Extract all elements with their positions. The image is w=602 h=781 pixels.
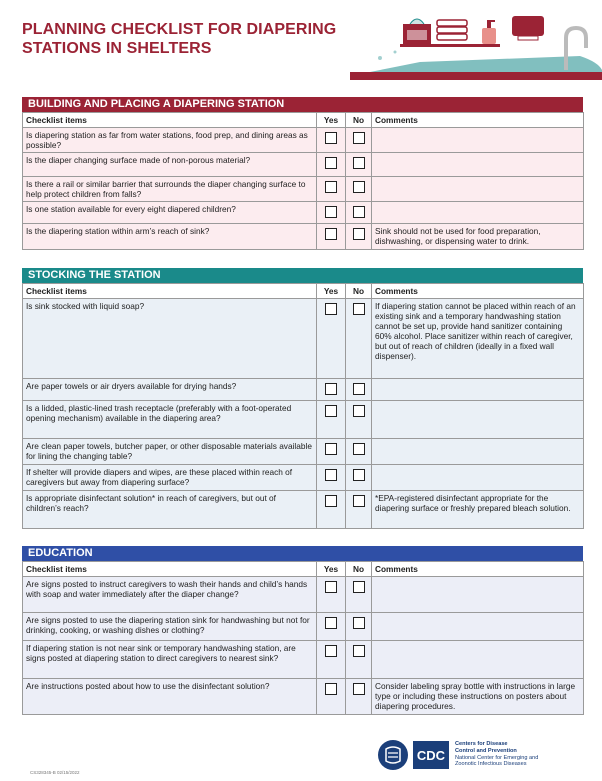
col-header-items: Checklist items (23, 562, 317, 577)
table-row (23, 379, 584, 401)
towel-dispenser-icon (512, 16, 544, 36)
no-checkbox[interactable] (353, 132, 365, 144)
table-row (23, 224, 584, 250)
checklist-item: Is appropriate disinfectant solution* in reach of caregivers, but out of children’s reach? (23, 491, 317, 529)
table-row (23, 613, 584, 641)
comment-cell[interactable] (372, 641, 584, 679)
yes-checkbox[interactable] (325, 443, 337, 455)
comment-cell[interactable] (372, 613, 584, 641)
agency-line-3: National Center for Emerging and (455, 754, 539, 761)
checklist-table (22, 112, 584, 250)
agency-name (455, 741, 595, 768)
col-header-comments: Comments (372, 562, 584, 577)
comment-cell[interactable]: Consider labeling spray bottle with instructions in large type or including these instructions on posters about diapering procedures. (372, 679, 584, 715)
checklist-item: Is there a rail or similar barrier that surrounds the diaper changing surface to help protect children from falls? (23, 177, 317, 202)
no-checkbox[interactable] (353, 181, 365, 193)
checklist-item: Is the diapering station within arm’s reach of sink? (23, 224, 317, 250)
soap-pump-icon (482, 28, 496, 44)
yes-checkbox[interactable] (325, 617, 337, 629)
yes-checkbox[interactable] (325, 405, 337, 417)
no-checkbox[interactable] (353, 581, 365, 593)
col-header-no: No (346, 113, 372, 128)
checklist-item: If diapering station is not near sink or temporary handwashing station, are signs posted at diapering station to direct caregivers to nearest sink? (23, 641, 317, 679)
agency-line-2: Control and Prevention (455, 747, 517, 754)
col-header-yes: Yes (317, 562, 346, 577)
table-row (23, 491, 584, 529)
table-row (23, 401, 584, 439)
yes-checkbox[interactable] (325, 303, 337, 315)
table-row (23, 177, 584, 202)
no-checkbox[interactable] (353, 383, 365, 395)
comment-cell[interactable] (372, 128, 584, 153)
checklist-item: Are signs posted to use the diapering station sink for handwashing but not for drinking, cooking, or washing dishes or clothing? (23, 613, 317, 641)
checklist-item: If shelter will provide diapers and wipes, are these placed within reach of caregivers but away from diapering surface? (23, 465, 317, 491)
yes-checkbox[interactable] (325, 581, 337, 593)
no-checkbox[interactable] (353, 443, 365, 455)
agency-line-1: Centers for Disease (455, 741, 508, 747)
section-education (22, 546, 583, 715)
col-header-no: No (346, 284, 372, 299)
yes-checkbox[interactable] (325, 157, 337, 169)
checklist-table (22, 561, 584, 715)
no-checkbox[interactable] (353, 157, 365, 169)
cdc-logo[interactable] (377, 735, 452, 775)
page-title: PLANNING CHECKLIST FOR DIAPERING STATIONS IN SHELTERS (22, 21, 337, 57)
yes-checkbox[interactable] (325, 181, 337, 193)
section-title: BUILDING AND PLACING A DIAPERING STATION (22, 97, 583, 112)
hhs-seal-icon (378, 740, 408, 770)
checklist-item: Is the diaper changing surface made of non-porous material? (23, 153, 317, 177)
checklist-table (22, 283, 584, 529)
col-header-comments: Comments (372, 284, 584, 299)
comment-cell[interactable] (372, 153, 584, 177)
table-header-row (23, 562, 584, 577)
comment-cell[interactable] (372, 177, 584, 202)
yes-checkbox[interactable] (325, 645, 337, 657)
no-checkbox[interactable] (353, 303, 365, 315)
yes-checkbox[interactable] (325, 469, 337, 481)
no-checkbox[interactable] (353, 617, 365, 629)
table-row (23, 202, 584, 224)
agency-line-4: Zoonotic Infectious Diseases (455, 761, 527, 768)
document-code: CS328345-B 02/15/2022 (30, 770, 80, 775)
table-row (23, 128, 584, 153)
comment-cell[interactable] (372, 401, 584, 439)
table-row (23, 641, 584, 679)
no-checkbox[interactable] (353, 645, 365, 657)
no-checkbox[interactable] (353, 683, 365, 695)
yes-checkbox[interactable] (325, 132, 337, 144)
checklist-item: Is one station available for every eight diapered children? (23, 202, 317, 224)
yes-checkbox[interactable] (325, 495, 337, 507)
section-building-placing (22, 97, 583, 250)
yes-checkbox[interactable] (325, 383, 337, 395)
comment-cell[interactable] (372, 202, 584, 224)
checklist-item: Is a lidded, plastic-lined trash receptacle (preferably with a foot-operated opening mechanism) available in the diapering area? (23, 401, 317, 439)
comment-cell[interactable]: If diapering station cannot be placed within reach of an existing sink and a temporary handwashing station cannot be set up, provide hand sanitizer containing 60% alcohol. Place sanitizer within reach of caregiver, but out of reach of children (ideally in a fixed wall dispenser). (372, 299, 584, 379)
col-header-comments: Comments (372, 113, 584, 128)
comment-cell[interactable] (372, 439, 584, 465)
table-row (23, 299, 584, 379)
table-row (23, 577, 584, 613)
checklist-item: Are instructions posted about how to use the disinfectant solution? (23, 679, 317, 715)
col-header-items: Checklist items (23, 284, 317, 299)
comment-cell[interactable]: Sink should not be used for food preparation, dishwashing, or dispensing water to drink. (372, 224, 584, 250)
towels-icon (437, 20, 467, 26)
no-checkbox[interactable] (353, 206, 365, 218)
section-title: STOCKING THE STATION (22, 268, 583, 283)
checklist-item: Are clean paper towels, butcher paper, or other disposable materials available for lining the changing table? (23, 439, 317, 465)
checklist-item: Is sink stocked with liquid soap? (23, 299, 317, 379)
checklist-item: Is diapering station as far from water stations, food prep, and dining areas as possible? (23, 128, 317, 153)
col-header-yes: Yes (317, 284, 346, 299)
checklist-item: Are paper towels or air dryers available for drying hands? (23, 379, 317, 401)
section-stocking (22, 268, 583, 529)
comment-cell[interactable] (372, 577, 584, 613)
table-header-row (23, 113, 584, 128)
no-checkbox[interactable] (353, 469, 365, 481)
no-checkbox[interactable] (353, 495, 365, 507)
table-row (23, 679, 584, 715)
no-checkbox[interactable] (353, 405, 365, 417)
yes-checkbox[interactable] (325, 228, 337, 240)
no-checkbox[interactable] (353, 228, 365, 240)
table-row (23, 153, 584, 177)
header-bottom-band (350, 72, 602, 80)
header-illustration (340, 0, 602, 88)
table-row (23, 465, 584, 491)
yes-checkbox[interactable] (325, 206, 337, 218)
table-row (23, 439, 584, 465)
shelf (400, 44, 500, 47)
yes-checkbox[interactable] (325, 683, 337, 695)
table-header-row (23, 284, 584, 299)
logo-text: CDC (416, 748, 446, 763)
comment-cell[interactable] (372, 465, 584, 491)
comment-cell[interactable]: *EPA-registered disinfectant appropriate for the diapering surface or freshly prepared bleach solution. (372, 491, 584, 529)
section-title: EDUCATION (22, 546, 583, 561)
checklist-item: Are signs posted to instruct caregivers to wash their hands and child’s hands with soap and water immediately after the diaper change? (23, 577, 317, 613)
col-header-no: No (346, 562, 372, 577)
col-header-items: Checklist items (23, 113, 317, 128)
comment-cell[interactable] (372, 379, 584, 401)
col-header-yes: Yes (317, 113, 346, 128)
